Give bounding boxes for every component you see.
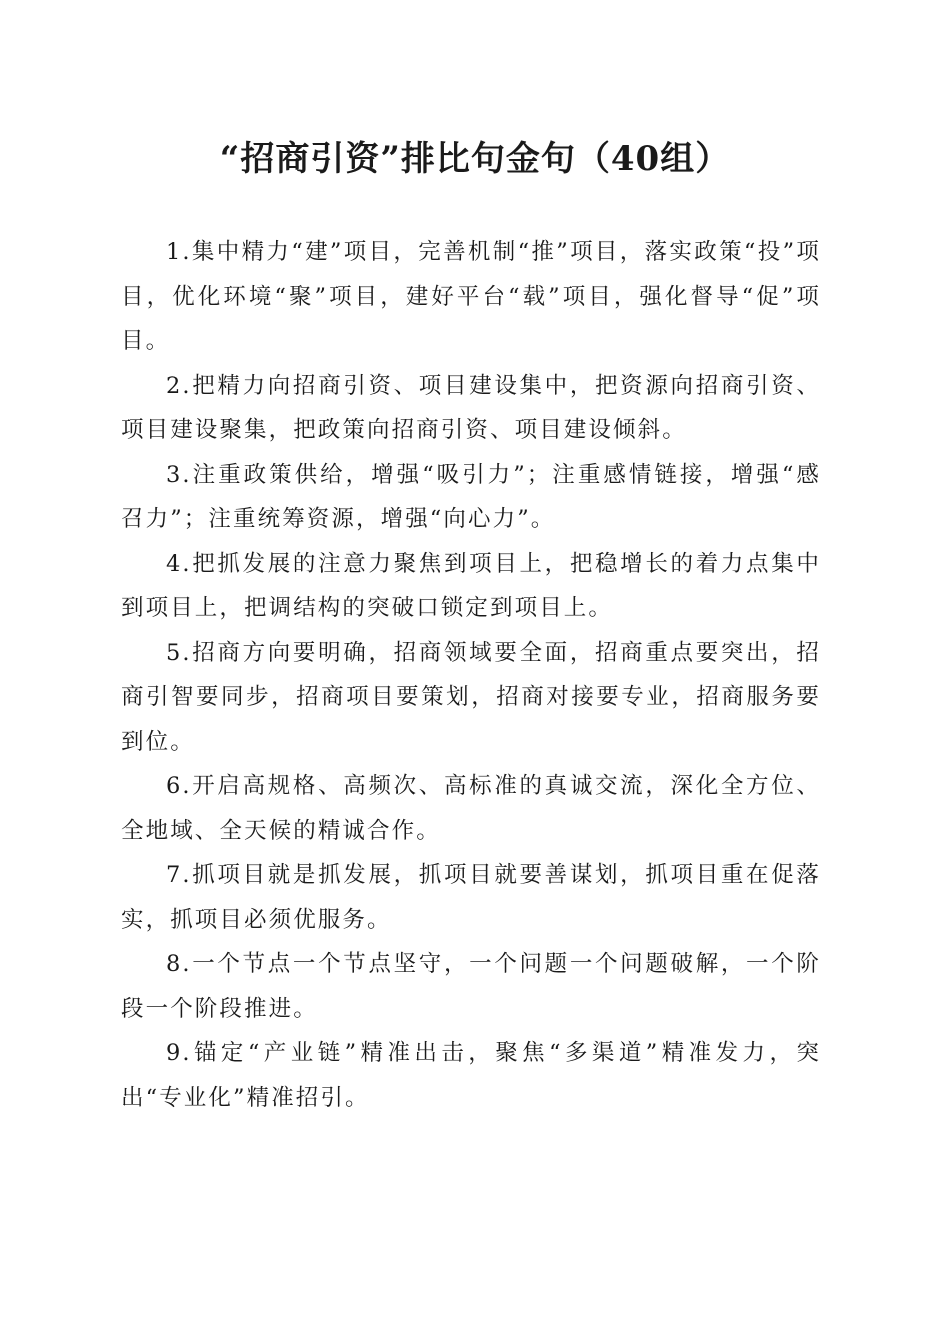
document-title: “招商引资”排比句金句（40组） bbox=[219, 139, 731, 179]
paragraph-9: 9.锚定“产业链”精准出击，聚焦“多渠道”精准发力，突出“专业化”精准招引。 bbox=[121, 1040, 821, 1111]
paragraph-6: 6.开启高规格、高频次、高标准的真诚交流，深化全方位、全地域、全天候的精诚合作。 bbox=[121, 773, 821, 844]
paragraph-3: 3.注重政策供给，增强“吸引力”；注重感情链接，增强“感召力”；注重统筹资源，增强“向心力”。 bbox=[121, 461, 821, 532]
paragraph-1: 1.集中精力“建”项目，完善机制“推”项目，落实政策“投”项目，优化环境“聚”项目，建好平台“载”项目，强化督导“促”项目。 bbox=[121, 239, 821, 354]
paragraph-5: 5.招商方向要明确，招商领域要全面，招商重点要突出，招商引智要同步，招商项目要策划，招商对接要专业，招商服务要到位。 bbox=[121, 639, 821, 755]
document-body bbox=[121, 230, 821, 1120]
paragraph-8: 8.一个节点一个节点坚守，一个问题一个问题破解，一个阶段一个阶段推进。 bbox=[121, 951, 821, 1022]
paragraph-4: 4.把抓发展的注意力聚焦到项目上，把稳增长的着力点集中到项目上，把调结构的突破口锁定到项目上。 bbox=[121, 550, 821, 621]
paragraph-2: 2.把精力向招商引资、项目建设集中，把资源向招商引资、项目建设聚集，把政策向招商引资、项目建设倾斜。 bbox=[121, 372, 821, 443]
paragraph-7: 7.抓项目就是抓发展，抓项目就要善谋划，抓项目重在促落实，抓项目必须优服务。 bbox=[121, 862, 821, 933]
